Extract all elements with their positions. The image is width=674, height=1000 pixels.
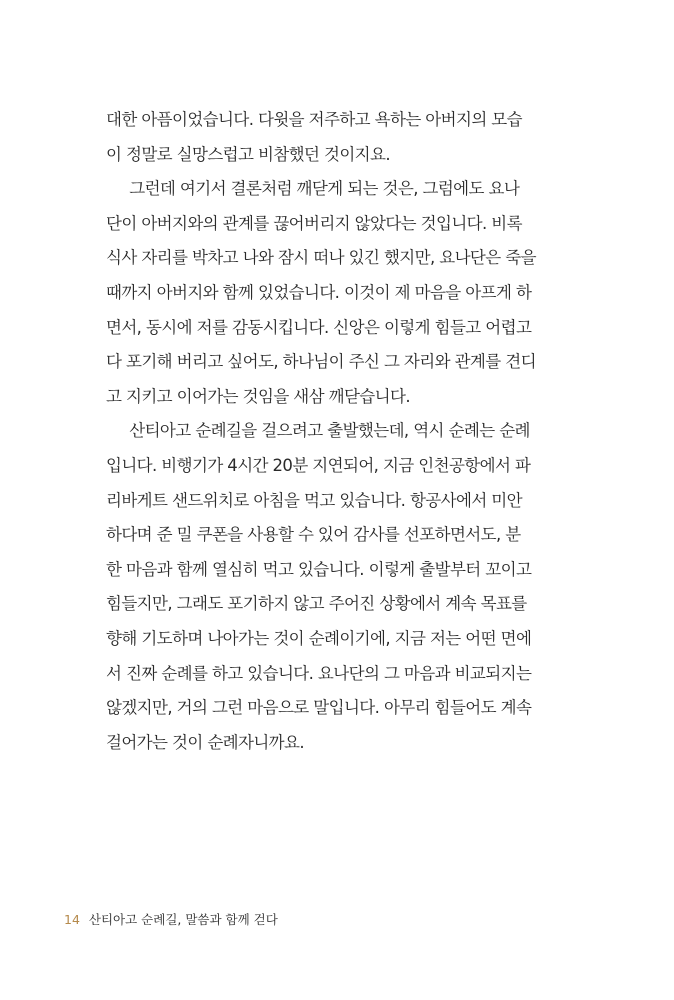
text-line: 다 포기해 버리고 싶어도, 하나님이 주신 그 자리와 관계를 견디 [106,352,536,372]
text-line: 산티아고 순례길을 걸으려고 출발했는데, 역시 순례는 순례 [106,421,530,441]
text-line: 걸어가는 것이 순례자니까요. [106,732,305,752]
text-line: 향해 기도하며 나아가는 것이 순례이기에, 지금 저는 어떤 면에 [106,628,532,648]
text-line: 입니다. 비행기가 4시간 20분 지연되어, 지금 인천공항에서 파 [106,455,531,475]
text-line: 이 정말로 실망스럽고 비참했던 것이지요. [106,144,390,164]
text-line: 그런데 여기서 결론처럼 깨닫게 되는 것은, 그럼에도 요나 [106,179,520,199]
text-line: 않겠지만, 거의 그런 마음으로 말입니다. 아무리 힘들어도 계속 [106,698,532,718]
page-footer [64,910,278,928]
text-line: 면서, 동시에 저를 감동시킵니다. 신앙은 이렇게 힘들고 어렵고 [106,317,532,337]
text-line: 하다며 준 밀 쿠폰을 사용할 수 있어 감사를 선포하면서도, 분 [106,525,521,545]
text-line: 때까지 아버지와 함께 있었습니다. 이것이 제 마음을 아프게 하 [106,282,532,302]
text-line: 고 지키고 이어가는 것임을 새삼 깨닫습니다. [106,386,410,406]
text-line: 한 마음과 함께 열심히 먹고 있습니다. 이렇게 출발부터 꼬이고 [106,559,532,579]
text-line: 힘들지만, 그래도 포기하지 않고 주어진 상황에서 계속 목표를 [106,594,527,614]
page-number: 14 [64,912,80,927]
text-line: 단이 아버지와의 관계를 끊어버리지 않았다는 것입니다. 비록 [106,213,522,233]
text-line: 식사 자리를 박차고 나와 잠시 떠나 있긴 했지만, 요나단은 죽을 [106,248,536,268]
text-line: 대한 아픔이었습니다. 다윗을 저주하고 욕하는 아버지의 모습 [106,110,522,129]
text-line: 리바게트 샌드위치로 아침을 먹고 있습니다. 항공사에서 미안 [106,490,522,510]
body-text [106,103,558,760]
running-title: 산티아고 순례길, 말씀과 함께 걷다 [88,912,278,927]
text-line: 서 진짜 순례를 하고 있습니다. 요나단의 그 마음과 비교되지는 [106,663,532,683]
